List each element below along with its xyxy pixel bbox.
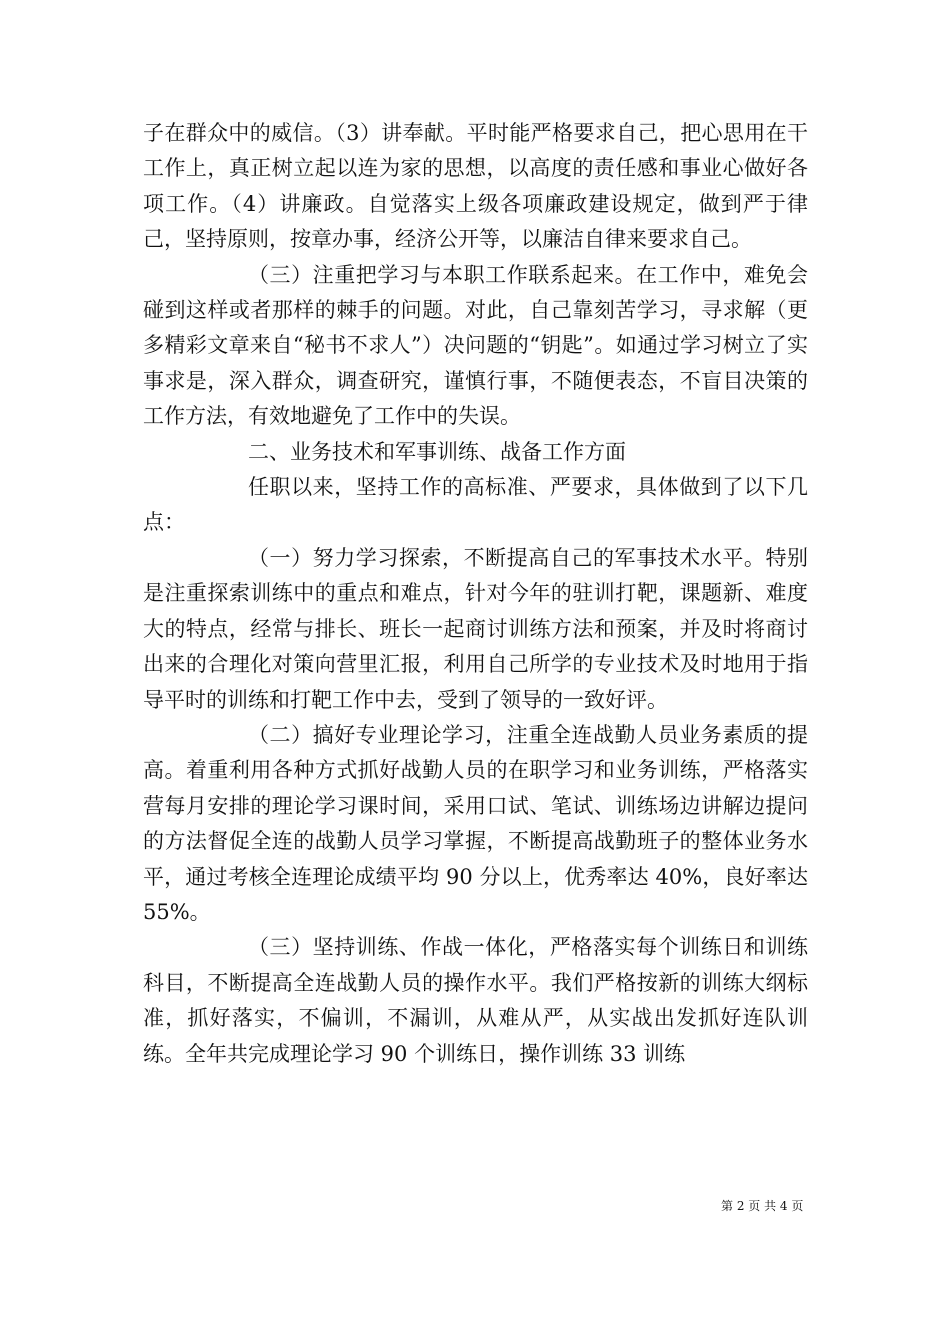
paragraph-section-3: （三）注重把学习与本职工作联系起来。在工作中，难免会碰到这样或者那样的棘手的问题。对此，自己靠刻苦学习，寻求解（更多精彩文章来自“秘书不求人”）决问题的“钥匙”。如通过学习树立了实事求是，深入群众，调查研究，谨慎行事，不随便表态，不盲目决策的工作方法，有效地避免了工作中的失误。 [143,262,808,429]
paragraph-intro: 任职以来，坚持工作的高标准、严要求，具体做到了以下几点： [143,475,808,535]
body-text [143,116,808,1072]
paragraph-item-1: （一）努力学习探索，不断提高自己的军事技术水平。特别是注重探索训练中的重点和难点，针对今年的驻训打靶，课题新、难度大的特点，经常与排长、班长一起商讨训练方法和预案，并及时将商讨出来的合理化对策向营里汇报，利用自己所学的专业技术及时地用于指导平时的训练和打靶工作中去，受到了领导的一致好评。 [143,545,808,712]
section-heading: 二、业务技术和军事训练、战备工作方面 [248,439,626,464]
page-number: 第 2 页 共 4 页 [721,1199,804,1213]
paragraph-item-3: （三）坚持训练、作战一体化，严格落实每个训练日和训练科目，不断提高全连战勤人员的操作水平。我们严格按新的训练大纲标准，抓好落实，不偏训，不漏训，从难从严，从实战出发抓好连队训练。全年共完成理论学习 90 个训练日，操作训练 33 训练 [143,935,808,1066]
paragraph-continuation: 子在群众中的威信。（3）讲奉献。平时能严格要求自己，把心思用在干工作上，真正树立起以连为家的思想，以高度的责任感和事业心做好各项工作。（4）讲廉政。自觉落实上级各项廉政建设规定，做到严于律己，坚持原则，按章办事，经济公开等，以廉洁自律来要求自己。 [143,121,808,252]
paragraph-item-2: （二）搞好专业理论学习，注重全连战勤人员业务素质的提高。着重利用各种方式抓好战勤人员的在职学习和业务训练，严格落实营每月安排的理论学习课时间，采用口试、笔试、训练场边讲解边提问的方法督促全连的战勤人员学习掌握，不断提高战勤班子的整体业务水平，通过考核全连理论成绩平均 90 分以上，优秀率达 40%，良好率达 55%。 [143,722,808,924]
